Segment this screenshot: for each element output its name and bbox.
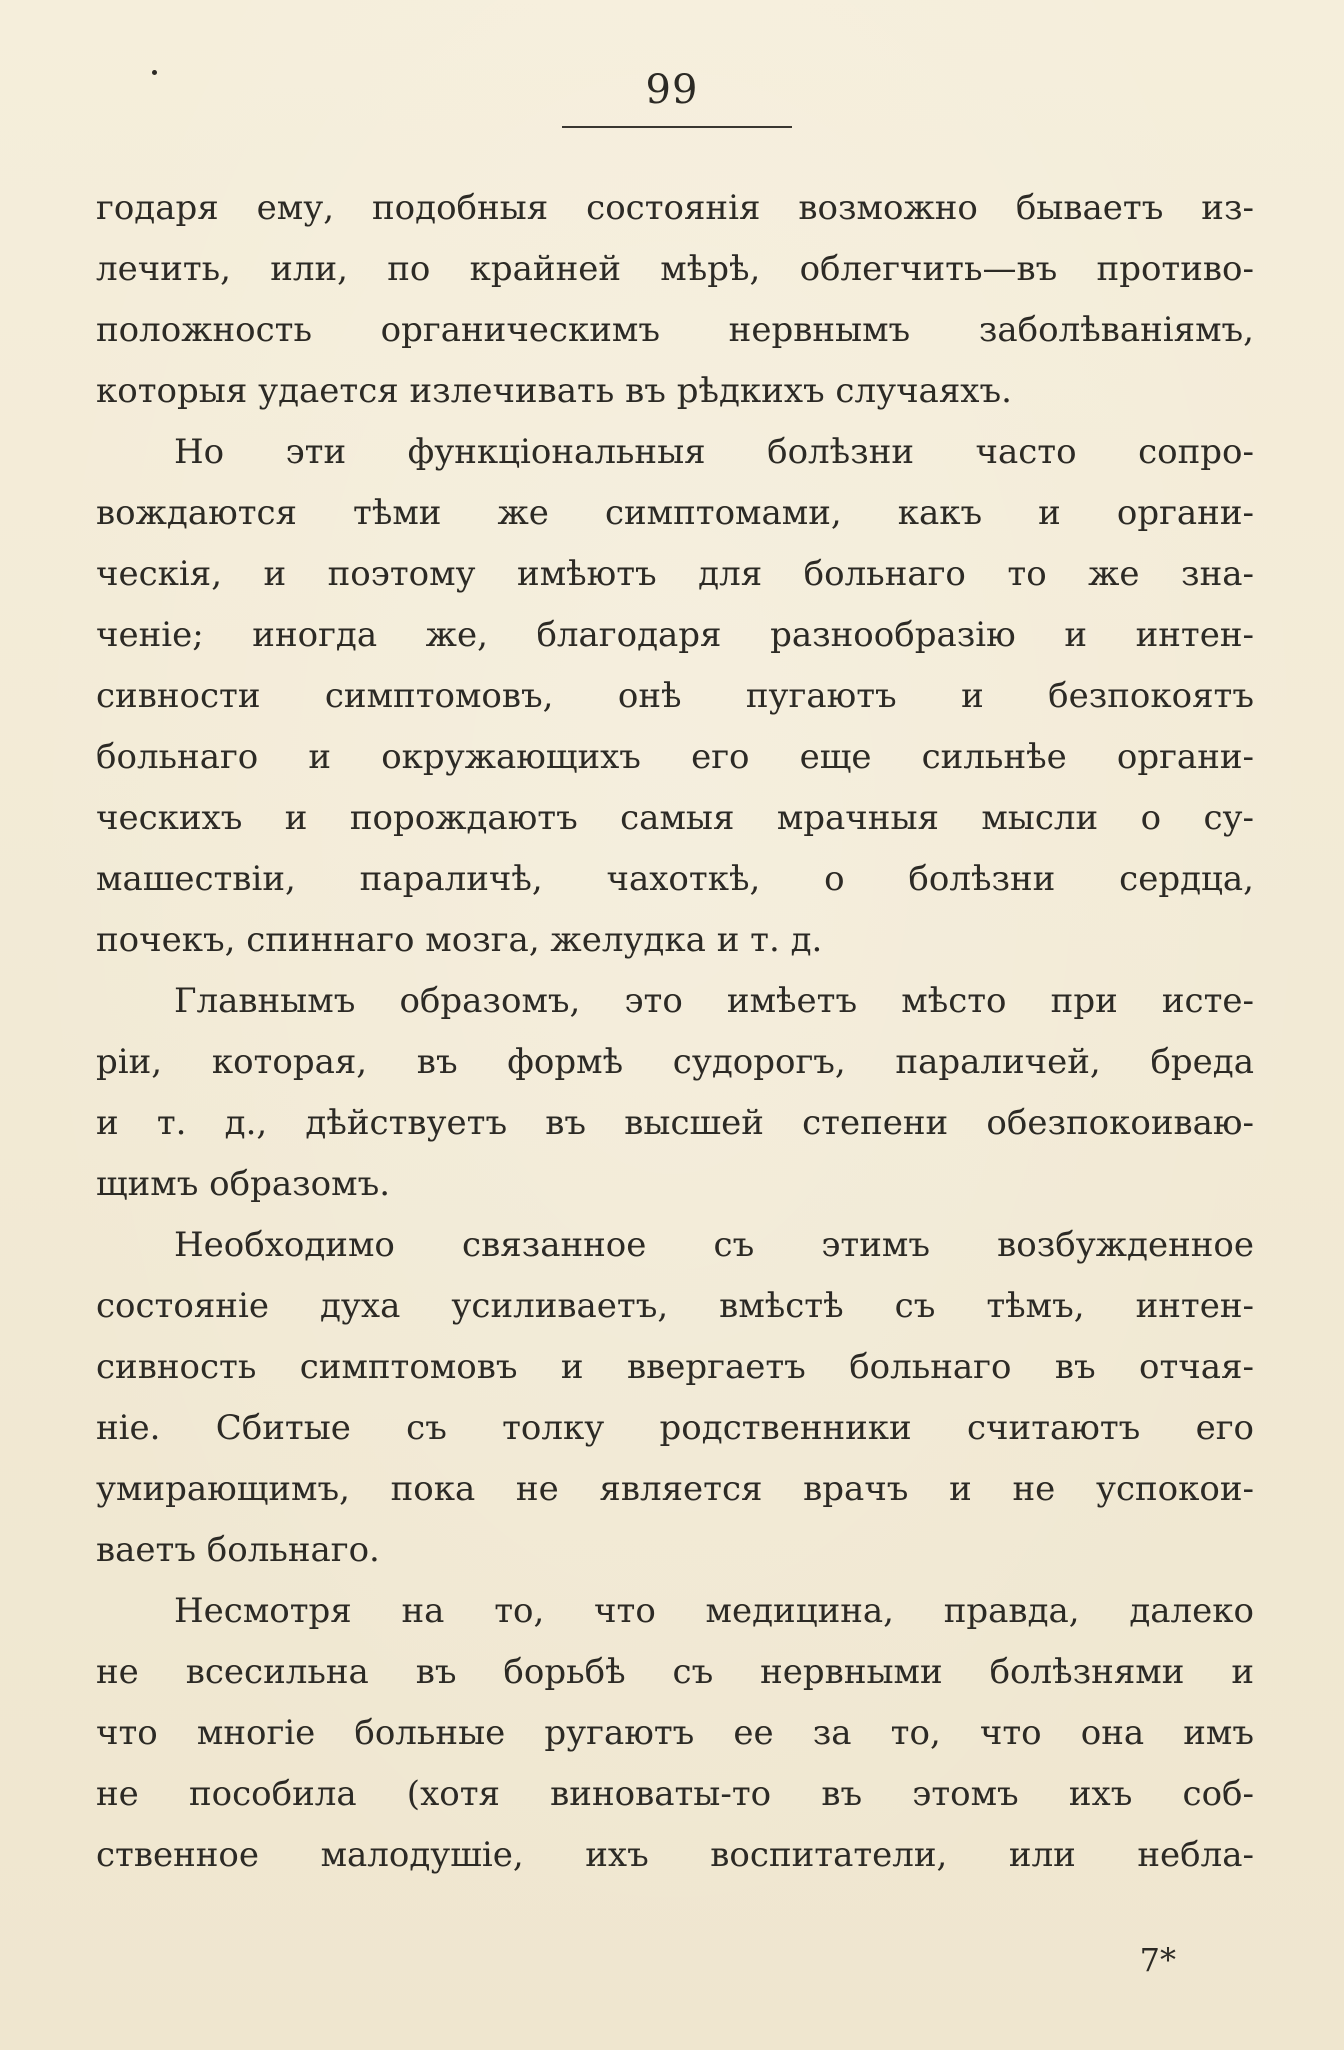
text-line: почекъ, спиннаго мозга, желудка и т. д.	[96, 920, 823, 960]
text-line: не пособила (хотя виноваты-то въ этомъ ихъ соб-	[96, 1774, 1254, 1814]
text-line: не всесильна въ борьбѣ съ нервными болѣзнями и	[96, 1652, 1254, 1692]
text-line: ченіе; иногда же, благодаря разнообразію и интен-	[96, 615, 1254, 655]
text-line: положность органическимъ нервнымъ заболѣваніямъ,	[96, 310, 1254, 350]
text-line: которыя удается излечивать въ рѣдкихъ случаяхъ.	[96, 371, 1012, 411]
text-line: больнаго и окружающихъ его еще сильнѣе органи-	[96, 737, 1254, 777]
page-number: 99	[645, 67, 699, 113]
text-line: что многіе больные ругаютъ ее за то, что она имъ	[96, 1713, 1254, 1753]
text-line: Главнымъ образомъ, это имѣетъ мѣсто при исте-	[174, 981, 1254, 1021]
text-line: годаря ему, подобныя состоянія возможно бываетъ из-	[96, 188, 1254, 228]
body-text	[96, 178, 1254, 1886]
text-line: ніе. Сбитые съ толку родственники считаютъ его	[96, 1408, 1254, 1448]
signature-mark: 7*	[1139, 1941, 1176, 1979]
text-line: ваетъ больнаго.	[96, 1530, 380, 1570]
text-line: ческихъ и порождаютъ самыя мрачныя мысли о су-	[96, 798, 1254, 838]
text-line: Несмотря на то, что медицина, правда, далеко	[174, 1591, 1254, 1631]
text-line: Необходимо связанное съ этимъ возбужденное	[174, 1225, 1254, 1265]
text-line: сивность симптомовъ и ввергаетъ больнаго въ отчая-	[96, 1347, 1254, 1387]
text-line: машествіи, параличѣ, чахоткѣ, о болѣзни сердца,	[96, 859, 1254, 899]
text-line: вождаются тѣми же симптомами, какъ и органи-	[96, 493, 1254, 533]
text-line: ственное малодушіе, ихъ воспитатели, или небла-	[96, 1835, 1254, 1875]
text-line: ческія, и поэтому имѣютъ для больнаго то же зна-	[96, 554, 1254, 594]
text-line: лечить, или, по крайней мѣрѣ, облегчить—въ противо-	[96, 249, 1254, 289]
text-line: состояніе духа усиливаетъ, вмѣстѣ съ тѣмъ, интен-	[96, 1286, 1254, 1326]
text-line: умирающимъ, пока не является врачъ и не успокои-	[96, 1469, 1254, 1509]
text-line: Но эти функціональныя болѣзни часто сопро-	[174, 432, 1254, 472]
text-line: сивности симптомовъ, онѣ пугаютъ и безпокоятъ	[96, 676, 1254, 716]
text-line: и т. д., дѣйствуетъ въ высшей степени обезпокоиваю-	[96, 1103, 1254, 1143]
header-rule	[562, 126, 792, 128]
text-line: щимъ образомъ.	[96, 1164, 391, 1204]
text-line: ріи, которая, въ формѣ судорогъ, параличей, бреда	[96, 1042, 1254, 1082]
